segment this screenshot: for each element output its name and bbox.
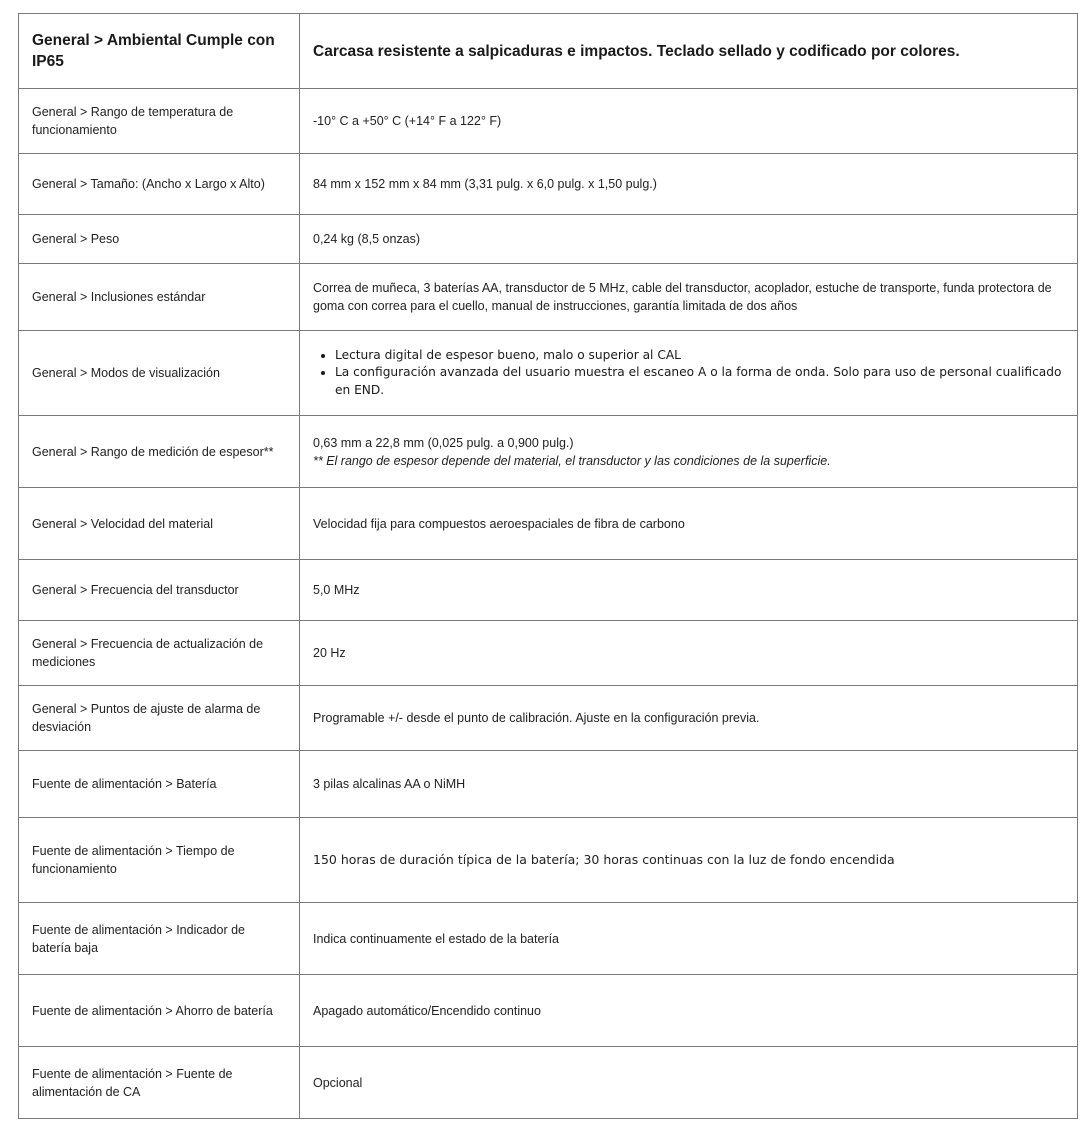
table-row xyxy=(19,215,1078,264)
table-row xyxy=(19,331,1078,416)
row-label: General > Frecuencia del transductor xyxy=(19,560,300,621)
row-label: General > Velocidad del material xyxy=(19,488,300,560)
row-label: General > Inclusiones estándar xyxy=(19,264,300,331)
row-value: Apagado automático/Encendido continuo xyxy=(300,975,1078,1047)
row-value: 5,0 MHz xyxy=(300,560,1078,621)
row-value: 3 pilas alcalinas AA o NiMH xyxy=(300,751,1078,818)
row-value: Correa de muñeca, 3 baterías AA, transductor de 5 MHz, cable del transductor, acoplador, estuche de transporte, funda protectora de goma con correa para el cuello, manual de instrucciones, garantía limitada de dos años xyxy=(300,264,1078,331)
table-row xyxy=(19,1047,1078,1119)
row-value xyxy=(300,416,1078,488)
list-item: • Lectura digital de espesor bueno, malo o superior al CAL xyxy=(335,347,1064,365)
table-row xyxy=(19,621,1078,686)
row-value: Indica continuamente el estado de la batería xyxy=(300,903,1078,975)
row-label: Fuente de alimentación > Tiempo de funcionamiento xyxy=(19,818,300,903)
table-row xyxy=(19,154,1078,215)
row-label: Fuente de alimentación > Indicador de batería baja xyxy=(19,903,300,975)
row-value: Programable +/- desde el punto de calibración. Ajuste en la configuración previa. xyxy=(300,686,1078,751)
row-label: Fuente de alimentación > Ahorro de batería xyxy=(19,975,300,1047)
table-row xyxy=(19,903,1078,975)
row-value: 84 mm x 152 mm x 84 mm (3,31 pulg. x 6,0 pulg. x 1,50 pulg.) xyxy=(300,154,1078,215)
row-value: 150 horas de duración típica de la batería; 30 horas continuas con la luz de fondo encendida xyxy=(300,818,1078,903)
table-row xyxy=(19,975,1078,1047)
table-row xyxy=(19,264,1078,331)
header-value: Carcasa resistente a salpicaduras e impactos. Teclado sellado y codificado por colores. xyxy=(300,14,1078,89)
row-value: 20 Hz xyxy=(300,621,1078,686)
row-label: General > Frecuencia de actualización de mediciones xyxy=(19,621,300,686)
row-value: 0,24 kg (8,5 onzas) xyxy=(300,215,1078,264)
table-row xyxy=(19,89,1078,154)
table-row xyxy=(19,560,1078,621)
row-label: General > Puntos de ajuste de alarma de desviación xyxy=(19,686,300,751)
thickness-range-text: 0,63 mm a 22,8 mm (0,025 pulg. a 0,900 pulg.) xyxy=(313,435,574,450)
row-label: Fuente de alimentación > Fuente de alimentación de CA xyxy=(19,1047,300,1119)
thickness-footnote: ** El rango de espesor depende del material, el transductor y las condiciones de la superficie. xyxy=(313,453,831,468)
row-label: General > Rango de medición de espesor** xyxy=(19,416,300,488)
row-value xyxy=(300,331,1078,416)
table-row xyxy=(19,818,1078,903)
table-row xyxy=(19,488,1078,560)
list-item: • La configuración avanzada del usuario muestra el escaneo A o la forma de onda. Solo para uso de personal cualificado en END. xyxy=(335,364,1064,399)
header-label: General > Ambiental Cumple con IP65 xyxy=(19,14,300,89)
row-label: General > Peso xyxy=(19,215,300,264)
table-row xyxy=(19,416,1078,488)
table-row xyxy=(19,686,1078,751)
row-label: General > Tamaño: (Ancho x Largo x Alto) xyxy=(19,154,300,215)
row-value: Opcional xyxy=(300,1047,1078,1119)
table-row xyxy=(19,751,1078,818)
spec-table xyxy=(18,13,1078,1119)
row-value: -10° C a +50° C (+14° F a 122° F) xyxy=(300,89,1078,154)
row-label: General > Rango de temperatura de funcionamiento xyxy=(19,89,300,154)
row-value: Velocidad fija para compuestos aeroespaciales de fibra de carbono xyxy=(300,488,1078,560)
table-header-row xyxy=(19,14,1078,89)
row-label: Fuente de alimentación > Batería xyxy=(19,751,300,818)
display-modes-list xyxy=(313,347,1064,400)
row-label: General > Modos de visualización xyxy=(19,331,300,416)
